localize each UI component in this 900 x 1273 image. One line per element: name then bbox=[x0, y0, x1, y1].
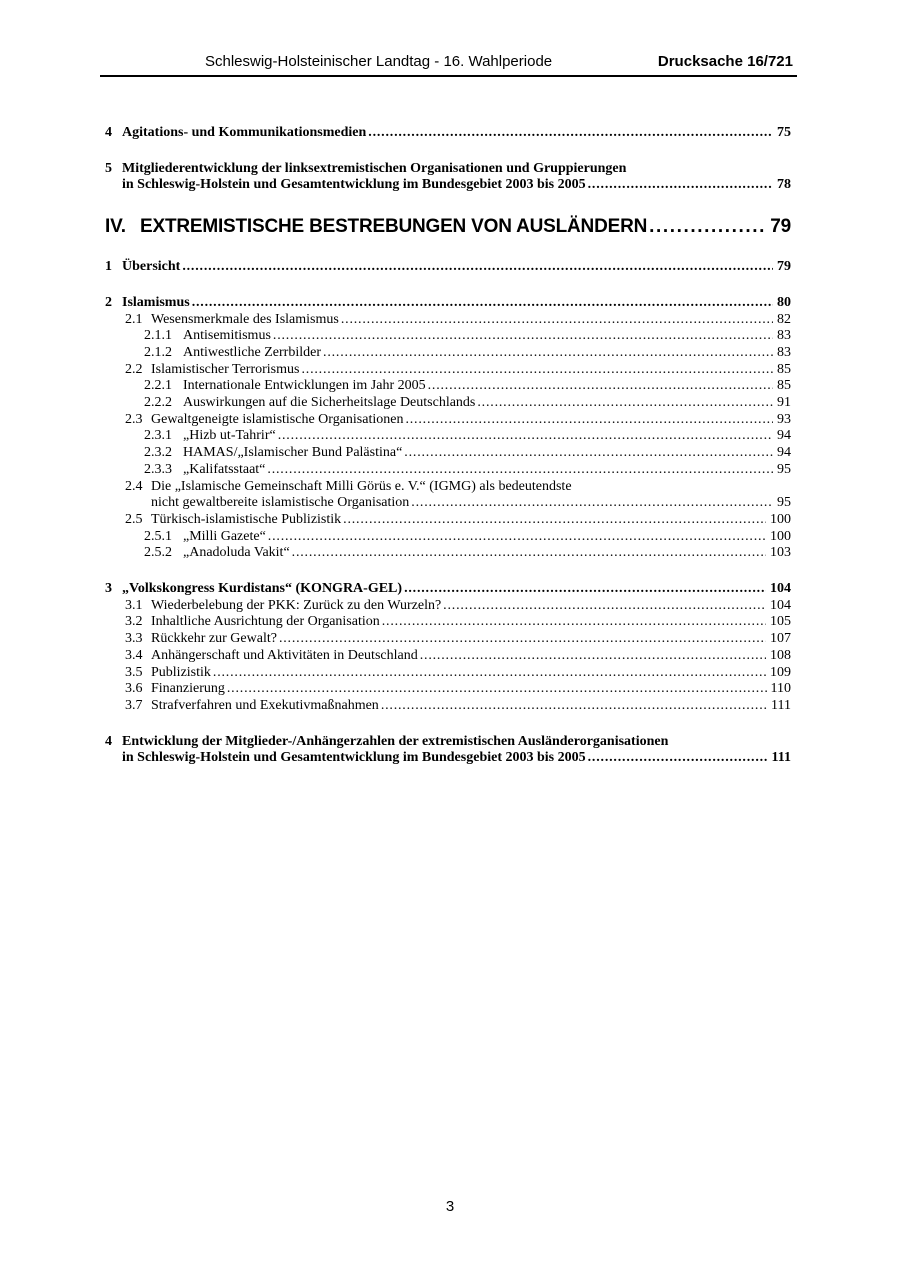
toc-entry-line bbox=[125, 665, 791, 682]
toc-leader-dots bbox=[477, 395, 773, 412]
toc-entry-text: Antiwestliche Zerrbilder bbox=[183, 344, 322, 360]
toc-entry-text: Übersicht bbox=[122, 259, 181, 275]
toc-entry-number: 2.1.2 bbox=[144, 344, 172, 360]
toc-entry bbox=[105, 395, 791, 412]
toc-entry-line bbox=[105, 125, 791, 142]
toc-entry bbox=[105, 378, 791, 395]
toc bbox=[105, 125, 791, 767]
toc-entry-text: in Schleswig-Holstein und Gesamtentwicklung im Bundesgebiet 2003 bis 2005 bbox=[122, 750, 586, 766]
toc-leader-dots bbox=[381, 698, 767, 715]
toc-page-number: 111 bbox=[771, 697, 791, 713]
toc-entry-number: 2.2.2 bbox=[144, 395, 172, 411]
toc-entry-line bbox=[125, 631, 791, 648]
toc-entry-number: 2.5 bbox=[125, 511, 143, 527]
toc-page-number: 105 bbox=[770, 614, 791, 630]
toc-page-number: 82 bbox=[777, 311, 791, 327]
toc-entry-text: in Schleswig-Holstein und Gesamtentwicklung im Bundesgebiet 2003 bis 2005 bbox=[122, 177, 586, 193]
toc-entry bbox=[105, 462, 791, 479]
toc-entry bbox=[105, 161, 791, 194]
toc-leader-dots bbox=[405, 412, 773, 429]
toc-entry-line bbox=[125, 312, 791, 329]
toc-entry bbox=[105, 295, 791, 312]
toc-entry-number: 2.3.2 bbox=[144, 445, 172, 461]
toc-entry bbox=[105, 445, 791, 462]
toc-page-number: 103 bbox=[770, 545, 791, 561]
toc-page-number: 83 bbox=[777, 328, 791, 344]
toc-page-number: 80 bbox=[777, 294, 791, 310]
toc-entry-text: „Volkskongress Kurdistans“ (KONGRA-GEL) bbox=[122, 581, 403, 597]
toc-leader-dots bbox=[368, 125, 773, 142]
toc-entry-line bbox=[144, 545, 791, 562]
toc-page-number: 108 bbox=[770, 647, 791, 663]
toc-entry bbox=[105, 214, 791, 240]
toc-entry-line bbox=[125, 698, 791, 715]
toc-entry-text: HAMAS/„Islamischer Bund Palästina“ bbox=[183, 445, 403, 461]
toc-entry-number: 1 bbox=[105, 259, 112, 275]
toc-entry-line bbox=[105, 161, 791, 178]
toc-leader-dots bbox=[267, 462, 773, 479]
toc-entry-number: 4 bbox=[105, 125, 112, 140]
toc-entry-number: 3.5 bbox=[125, 664, 143, 680]
toc-entry-line bbox=[105, 214, 791, 240]
toc-page-number: 109 bbox=[770, 664, 791, 680]
toc-entry bbox=[105, 614, 791, 631]
toc-page-number: 85 bbox=[777, 378, 791, 394]
toc-entry-text: Finanzierung bbox=[151, 681, 225, 697]
toc-entry-line bbox=[144, 328, 791, 345]
toc-entry-line bbox=[144, 345, 791, 362]
toc-page-number: 95 bbox=[777, 461, 791, 477]
toc-entry bbox=[105, 545, 791, 562]
toc-leader-dots bbox=[420, 648, 766, 665]
toc-leader-dots bbox=[227, 681, 767, 698]
toc-entry bbox=[105, 581, 791, 598]
toc-entry-line bbox=[105, 734, 791, 751]
toc-entry-text: „Hizb ut-Tahrir“ bbox=[183, 428, 276, 444]
toc-entry-number: 3.3 bbox=[125, 631, 143, 647]
toc-page-number: 94 bbox=[777, 428, 791, 444]
toc-entry-text: Gewaltgeneigte islamistische Organisationen bbox=[151, 411, 404, 427]
toc-entry-text: Islamismus bbox=[122, 294, 190, 310]
toc-leader-dots bbox=[404, 581, 766, 598]
toc-entry-line bbox=[105, 581, 791, 598]
toc-leader-dots bbox=[268, 529, 766, 546]
toc-entry bbox=[105, 362, 791, 379]
toc-page-number: 111 bbox=[771, 750, 791, 766]
toc-entry-text: „Milli Gazete“ bbox=[183, 528, 266, 544]
toc-leader-dots bbox=[301, 362, 773, 379]
toc-entry-line bbox=[125, 681, 791, 698]
toc-entry-number: 2.2.1 bbox=[144, 378, 172, 394]
toc-entry-text: Auswirkungen auf die Sicherheitslage Deutschlands bbox=[183, 395, 476, 411]
toc-entry-number: 2.3.3 bbox=[144, 461, 172, 477]
toc-page-number: 104 bbox=[770, 581, 791, 597]
toc-page-number: 93 bbox=[777, 411, 791, 427]
toc-entry-number: IV. bbox=[105, 216, 126, 238]
toc-page-number: 85 bbox=[777, 361, 791, 377]
toc-page-number: 104 bbox=[770, 597, 791, 613]
toc-leader-dots bbox=[443, 598, 766, 615]
toc-entry-number: 2.5.2 bbox=[144, 545, 172, 561]
toc-entry-text: Publizistik bbox=[151, 664, 211, 680]
toc-page-number: 78 bbox=[777, 177, 791, 193]
toc-entry-text: Anhängerschaft und Aktivitäten in Deutschland bbox=[151, 647, 418, 663]
page-footer bbox=[0, 1198, 900, 1215]
toc-page-number: 94 bbox=[777, 445, 791, 461]
toc-leader-dots bbox=[273, 328, 773, 345]
toc-leader-dots bbox=[382, 614, 766, 631]
toc-entry-number: 3.4 bbox=[125, 647, 143, 663]
toc-entry bbox=[105, 698, 791, 715]
toc-entry-line bbox=[125, 495, 791, 512]
toc-entry-line bbox=[105, 295, 791, 312]
toc-entry-text: Agitations- und Kommunikationsmedien bbox=[122, 125, 367, 140]
toc-entry-number: 3.1 bbox=[125, 597, 143, 613]
toc-leader-dots bbox=[192, 295, 773, 312]
toc-entry-number: 3.7 bbox=[125, 697, 143, 713]
toc-entry-text: nicht gewaltbereite islamistische Organisation bbox=[151, 495, 410, 511]
toc-entry bbox=[105, 125, 791, 142]
toc-entry-line bbox=[125, 512, 791, 529]
toc-leader-dots bbox=[588, 177, 773, 194]
toc-leader-dots bbox=[182, 259, 773, 276]
toc-entry-text: Die „Islamische Gemeinschaft Milli Görüs e. V.“ (IGMG) als bedeutendste bbox=[151, 478, 572, 494]
header-publication-title: Schleswig-Holsteinischer Landtag - 16. Wahlperiode bbox=[205, 53, 553, 70]
toc-entry bbox=[105, 598, 791, 615]
toc-entry-number: 3.2 bbox=[125, 614, 143, 630]
footer-page-number: 3 bbox=[445, 1198, 455, 1215]
toc-entry-line bbox=[105, 750, 791, 767]
toc-entry-line bbox=[125, 614, 791, 631]
toc-entry bbox=[105, 529, 791, 546]
toc-entry bbox=[105, 734, 791, 767]
toc-entry bbox=[105, 665, 791, 682]
toc-entry-text: Antisemitismus bbox=[183, 328, 271, 344]
toc-page-number: 79 bbox=[777, 259, 791, 275]
toc-entry-text: Mitgliederentwicklung der linksextremistischen Organisationen und Gruppierungen bbox=[122, 160, 627, 176]
toc-entry-line bbox=[144, 462, 791, 479]
toc-entry-line bbox=[125, 412, 791, 429]
toc-entry-text: Islamistischer Terrorismus bbox=[151, 361, 300, 377]
toc-leader-dots bbox=[292, 545, 766, 562]
toc-entry bbox=[105, 512, 791, 529]
toc-entry-text: „Kalifatsstaat“ bbox=[183, 461, 266, 477]
toc-entry bbox=[105, 428, 791, 445]
toc-entry-number: 2.1.1 bbox=[144, 328, 172, 344]
toc-entry-number: 3 bbox=[105, 581, 112, 597]
toc-entry-line bbox=[144, 395, 791, 412]
toc-leader-dots bbox=[213, 665, 766, 682]
toc-entry-number: 2.4 bbox=[125, 478, 143, 494]
toc-entry-number: 2.2 bbox=[125, 361, 143, 377]
toc-entry-text: „Anadoluda Vakit“ bbox=[183, 545, 290, 561]
toc-leader-dots bbox=[428, 378, 773, 395]
toc-entry-line bbox=[125, 598, 791, 615]
header-document-number: Drucksache 16/721 bbox=[657, 53, 793, 70]
toc-page-number: 79 bbox=[770, 216, 791, 238]
toc-entry-line bbox=[144, 445, 791, 462]
toc-entry-text: Entwicklung der Mitglieder-/Anhängerzahlen der extremistischen Ausländerorganisationen bbox=[122, 733, 669, 749]
toc-entry bbox=[105, 412, 791, 429]
toc-entry-number: 4 bbox=[105, 733, 112, 749]
toc-page-number: 83 bbox=[777, 344, 791, 360]
toc-entry-line bbox=[125, 479, 791, 496]
toc-page-number: 100 bbox=[770, 528, 791, 544]
toc-entry bbox=[105, 259, 791, 276]
toc-page-number: 110 bbox=[770, 681, 791, 697]
toc-page-number: 91 bbox=[777, 395, 791, 411]
toc-entry-line bbox=[105, 177, 791, 194]
toc-leader-dots bbox=[588, 750, 768, 767]
toc-entry-number: 2.3 bbox=[125, 411, 143, 427]
toc-entry bbox=[105, 681, 791, 698]
toc-entry-number: 3.6 bbox=[125, 681, 143, 697]
toc-leader-dots bbox=[411, 495, 773, 512]
toc-leader-dots bbox=[404, 445, 773, 462]
toc-page-number: 95 bbox=[777, 495, 791, 511]
toc-entry bbox=[105, 631, 791, 648]
toc-entry-text: Rückkehr zur Gewalt? bbox=[151, 631, 277, 647]
toc-entry-line bbox=[144, 529, 791, 546]
toc-leader-dots bbox=[279, 631, 766, 648]
toc-entry bbox=[105, 345, 791, 362]
toc-entry-number: 2.1 bbox=[125, 311, 143, 327]
toc-entry-text: Türkisch-islamistische Publizistik bbox=[151, 511, 342, 527]
toc-entry-line bbox=[144, 428, 791, 445]
toc-entry-text: Wesensmerkmale des Islamismus bbox=[151, 311, 339, 327]
toc-entry-text: Strafverfahren und Exekutivmaßnahmen bbox=[151, 697, 379, 713]
toc-entry-number: 2.3.1 bbox=[144, 428, 172, 444]
toc-entry-line bbox=[105, 259, 791, 276]
toc-entry-text: Internationale Entwicklungen im Jahr 2005 bbox=[183, 378, 426, 394]
toc-entry bbox=[105, 328, 791, 345]
toc-page-number: 107 bbox=[770, 631, 791, 647]
toc-entry bbox=[105, 312, 791, 329]
toc-entry-text: EXTREMISTISCHE BESTREBUNGEN VON AUSLÄNDERN bbox=[140, 216, 648, 238]
toc-entry-line bbox=[144, 378, 791, 395]
toc-entry bbox=[105, 648, 791, 665]
header-rule bbox=[100, 75, 797, 77]
toc-entry-text: Wiederbelebung der PKK: Zurück zu den Wurzeln? bbox=[151, 597, 442, 613]
toc-leader-dots bbox=[341, 312, 773, 329]
toc-entry-number: 5 bbox=[105, 160, 112, 176]
toc-leader-dots bbox=[649, 214, 766, 240]
toc-page-number: 75 bbox=[777, 125, 791, 140]
toc-entry bbox=[105, 479, 791, 512]
toc-entry-line bbox=[125, 362, 791, 379]
toc-leader-dots bbox=[343, 512, 766, 529]
toc-entry-number: 2.5.1 bbox=[144, 528, 172, 544]
toc-entry-number: 2 bbox=[105, 294, 112, 310]
toc-entry-text: Inhaltliche Ausrichtung der Organisation bbox=[151, 614, 380, 630]
toc-page-number: 100 bbox=[770, 511, 791, 527]
toc-entry-line bbox=[125, 648, 791, 665]
toc-leader-dots bbox=[323, 345, 773, 362]
toc-leader-dots bbox=[278, 428, 773, 445]
